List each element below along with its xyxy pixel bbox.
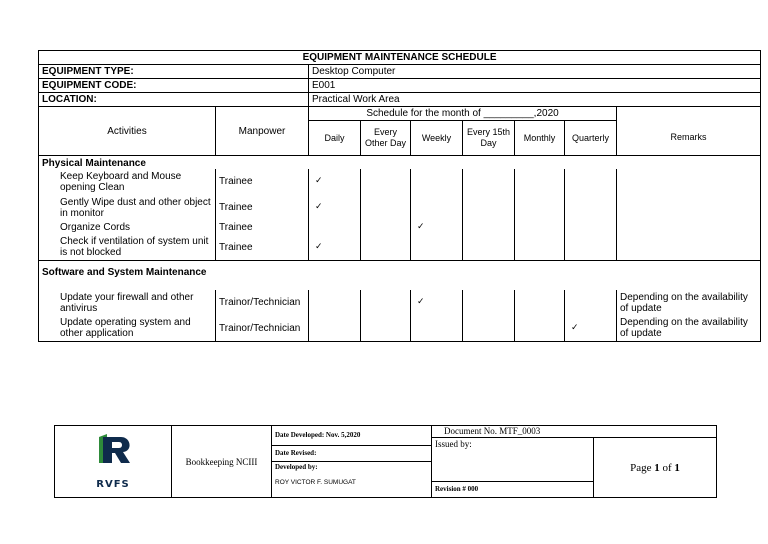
check-mark-icon: ✓ xyxy=(309,235,361,261)
page-indicator xyxy=(594,438,717,498)
document-number: Document No. MTF_0003 xyxy=(432,426,717,438)
remarks-cell: Depending on the availability of update xyxy=(617,290,761,316)
document-footer xyxy=(54,425,717,498)
remarks-cell xyxy=(617,195,761,221)
date-developed: Date Developed: Nov. 5,2020 xyxy=(272,426,432,446)
page-total: 1 xyxy=(674,461,680,474)
monthly-header: Monthly xyxy=(515,121,565,156)
activities-header: Activities xyxy=(39,107,216,156)
frequency-quarterly-cell xyxy=(565,235,617,261)
manpower-cell: Trainor/Technician xyxy=(216,290,309,316)
frequency-quarterly-cell xyxy=(565,290,617,316)
frequency-every_other_day-cell xyxy=(361,169,411,195)
table-row xyxy=(39,316,761,342)
section-title: Physical Maintenance xyxy=(39,156,761,169)
table-row xyxy=(39,290,761,316)
section-header-row xyxy=(39,261,761,284)
revision-number: Revision # 000 xyxy=(432,482,594,498)
check-mark-icon: ✓ xyxy=(309,169,361,195)
every-15th-day-header: Every 15th Day xyxy=(463,121,515,156)
frequency-monthly-cell xyxy=(515,235,565,261)
developed-by-label: Developed by: xyxy=(275,463,318,471)
remarks-cell xyxy=(617,221,761,235)
frequency-every_15th-cell xyxy=(463,195,515,221)
manpower-header: Manpower xyxy=(216,107,309,156)
maintenance-schedule-table xyxy=(38,50,761,342)
manpower-cell: Trainee xyxy=(216,235,309,261)
frequency-every_other_day-cell xyxy=(361,195,411,221)
frequency-every_other_day-cell xyxy=(361,235,411,261)
rvfs-logo xyxy=(55,426,172,498)
frequency-monthly-cell xyxy=(515,195,565,221)
check-mark-icon: ✓ xyxy=(565,316,617,342)
activity-cell: Keep Keyboard and Mouse opening Clean xyxy=(39,169,216,195)
frequency-monthly-cell xyxy=(515,290,565,316)
page-prefix: Page xyxy=(630,461,652,474)
remarks-header: Remarks xyxy=(617,121,761,156)
frequency-weekly-cell xyxy=(411,169,463,195)
manpower-cell: Trainee xyxy=(216,221,309,235)
frequency-weekly-cell xyxy=(411,195,463,221)
frequency-every_other_day-cell xyxy=(361,316,411,342)
schedule-title: EQUIPMENT MAINTENANCE SCHEDULE xyxy=(39,51,761,65)
section-header-row xyxy=(39,156,761,169)
check-mark-icon: ✓ xyxy=(309,195,361,221)
frequency-weekly-cell xyxy=(411,316,463,342)
manpower-cell: Trainee xyxy=(216,195,309,221)
frequency-weekly-cell xyxy=(411,235,463,261)
schedule-month-caption: Schedule for the month of _________,2020 xyxy=(309,107,617,121)
equipment-code-label: EQUIPMENT CODE: xyxy=(39,79,309,93)
frequency-daily-cell xyxy=(309,221,361,235)
quarterly-header: Quarterly xyxy=(565,121,617,156)
frequency-every_other_day-cell xyxy=(361,221,411,235)
activity-cell: Check if ventilation of system unit is not blocked xyxy=(39,235,216,261)
table-row xyxy=(39,169,761,195)
frequency-daily-cell xyxy=(309,290,361,316)
equipment-code-value: E001 xyxy=(309,79,761,93)
activity-cell: Organize Cords xyxy=(39,221,216,235)
frequency-monthly-cell xyxy=(515,221,565,235)
remarks-header-top xyxy=(617,107,761,121)
every-other-day-header: Every Other Day xyxy=(361,121,411,156)
frequency-monthly-cell xyxy=(515,169,565,195)
frequency-every_15th-cell xyxy=(463,221,515,235)
check-mark-icon: ✓ xyxy=(411,290,463,316)
table-row xyxy=(39,195,761,221)
issued-by: Issued by: xyxy=(432,438,594,482)
frequency-daily-cell xyxy=(309,316,361,342)
frequency-every_15th-cell xyxy=(463,290,515,316)
activity-cell: Gently Wipe dust and other object in monitor xyxy=(39,195,216,221)
frequency-every_15th-cell xyxy=(463,316,515,342)
page-of: of xyxy=(662,461,672,474)
frequency-monthly-cell xyxy=(515,316,565,342)
remarks-cell: Depending on the availability of update xyxy=(617,316,761,342)
equipment-type-label: EQUIPMENT TYPE: xyxy=(39,65,309,79)
section-title: Software and System Maintenance xyxy=(39,261,761,284)
manpower-cell: Trainee xyxy=(216,169,309,195)
equipment-type-value: Desktop Computer xyxy=(309,65,761,79)
frequency-quarterly-cell xyxy=(565,169,617,195)
frequency-every_15th-cell xyxy=(463,235,515,261)
logo-text: RVFS xyxy=(96,479,130,490)
manpower-cell: Trainor/Technician xyxy=(216,316,309,342)
check-mark-icon: ✓ xyxy=(411,221,463,235)
remarks-cell xyxy=(617,235,761,261)
frequency-every_other_day-cell xyxy=(361,290,411,316)
location-value: Practical Work Area xyxy=(309,93,761,107)
remarks-cell xyxy=(617,169,761,195)
rvfs-logo-icon xyxy=(81,433,145,477)
developer-name: ROY VICTOR F. SUMUGAT xyxy=(275,479,356,486)
activity-cell: Update your firewall and other antivirus xyxy=(39,290,216,316)
frequency-quarterly-cell xyxy=(565,221,617,235)
page-number: 1 xyxy=(654,461,660,474)
date-revised: Date Revised: xyxy=(272,446,432,462)
location-label: LOCATION: xyxy=(39,93,309,107)
developed-by-cell xyxy=(272,462,432,498)
table-row xyxy=(39,221,761,235)
daily-header: Daily xyxy=(309,121,361,156)
table-row xyxy=(39,235,761,261)
frequency-quarterly-cell xyxy=(565,195,617,221)
course-name: Bookkeeping NCIII xyxy=(172,426,272,498)
frequency-every_15th-cell xyxy=(463,169,515,195)
activity-cell: Update operating system and other application xyxy=(39,316,216,342)
weekly-header: Weekly xyxy=(411,121,463,156)
